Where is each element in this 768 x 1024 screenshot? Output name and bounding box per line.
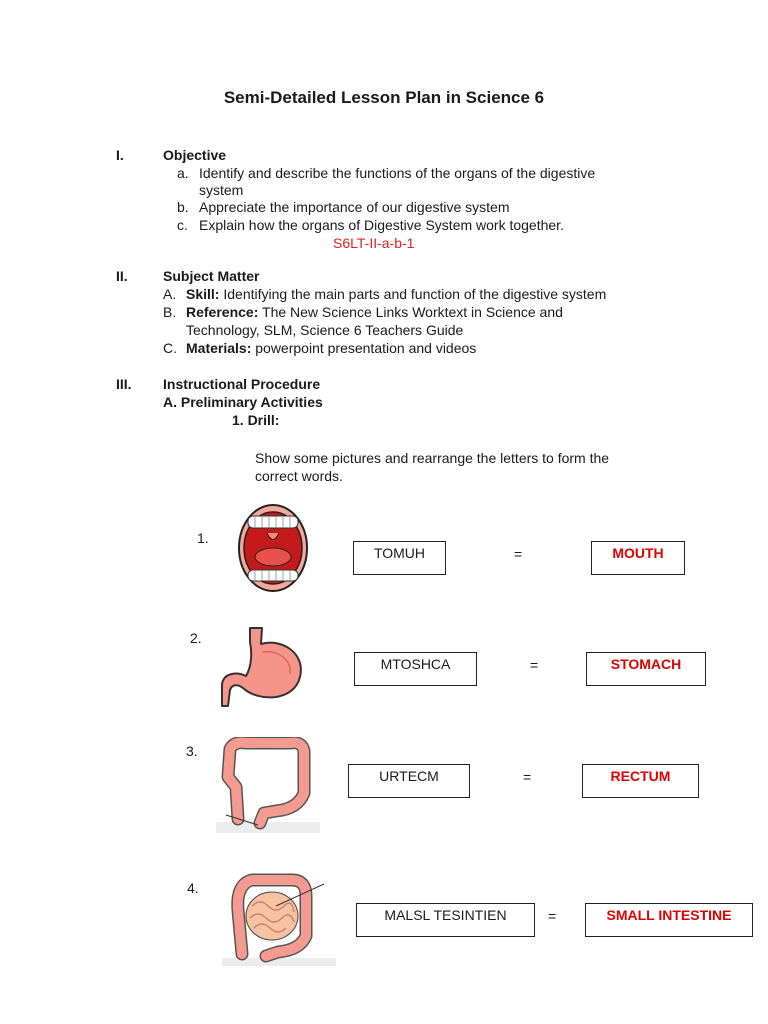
list-letter: c.	[177, 217, 188, 233]
item-label: Reference:	[186, 304, 259, 320]
scrambled-word-box	[353, 541, 446, 575]
list-letter: a.	[177, 165, 189, 181]
equals-sign: =	[523, 769, 532, 785]
equals-sign: =	[514, 546, 523, 562]
list-letter: A.	[163, 286, 177, 302]
answer-word: STOMACH	[610, 656, 682, 672]
item-number: 3.	[186, 743, 198, 759]
item-label: Materials:	[186, 340, 252, 356]
section-heading-procedure: Instructional Procedure	[163, 376, 321, 392]
section-heading-objective: Objective	[163, 147, 227, 163]
list-letter: C.	[163, 340, 177, 356]
section-numeral: III.	[116, 376, 132, 392]
small-intestine-icon	[220, 870, 338, 966]
page-title: Semi-Detailed Lesson Plan in Science 6	[223, 88, 545, 107]
equals-sign: =	[530, 657, 539, 673]
stomach-icon	[218, 622, 310, 710]
list-letter: b.	[177, 199, 189, 215]
item-number: 2.	[190, 630, 202, 646]
item-text: The New Science Links Worktext in Science and	[258, 304, 563, 320]
subject-item-cont: Technology, SLM, Science 6 Teachers Guide	[186, 322, 464, 338]
objective-item: Appreciate the importance of our digestive system	[199, 199, 510, 215]
objective-item: Explain how the organs of Digestive System work together.	[199, 217, 564, 233]
item-text: Identifying the main parts and function of the digestive system	[219, 286, 607, 302]
large-intestine-icon	[216, 737, 320, 833]
drill-instruction: Show some pictures and rearrange the letters to form the	[255, 450, 610, 466]
subject-item-reference	[186, 303, 563, 321]
objective-item-cont: system	[199, 182, 244, 198]
answer-word: RECTUM	[610, 768, 671, 784]
answer-word: SMALL INTESTINE	[606, 907, 732, 923]
scrambled-word: MALSL TESINTIEN	[384, 907, 507, 923]
item-text: powerpoint presentation and videos	[251, 340, 477, 356]
section-numeral: II.	[116, 268, 128, 284]
answer-word: MOUTH	[612, 545, 664, 561]
list-letter: B.	[163, 304, 177, 320]
mouth-icon	[236, 502, 310, 594]
objective-item: Identify and describe the functions of the organs of the digestive	[199, 165, 596, 181]
item-number: 4.	[187, 880, 199, 896]
scrambled-word: URTECM	[379, 768, 439, 784]
equals-sign: =	[548, 908, 557, 924]
scrambled-word-box	[356, 903, 535, 937]
answer-box	[586, 652, 706, 686]
answer-box	[585, 903, 753, 937]
scrambled-word: TOMUH	[373, 545, 426, 561]
subsection-heading: A. Preliminary Activities	[163, 394, 323, 410]
section-numeral: I.	[116, 147, 124, 163]
subject-item-skill	[186, 285, 606, 303]
item-number: 1.	[197, 530, 209, 546]
drill-heading: 1. Drill:	[232, 412, 280, 428]
scrambled-word-box	[354, 652, 477, 686]
item-label: Skill:	[186, 286, 220, 302]
section-heading-subject-matter: Subject Matter	[163, 268, 260, 284]
competency-code: S6LT-II-a-b-1	[333, 235, 415, 251]
answer-box	[582, 764, 699, 798]
scrambled-word: MTOSHCA	[380, 656, 451, 672]
subject-item-materials	[186, 339, 476, 357]
answer-box	[591, 541, 685, 575]
drill-instruction-cont: correct words.	[255, 468, 343, 484]
scrambled-word-box	[348, 764, 470, 798]
